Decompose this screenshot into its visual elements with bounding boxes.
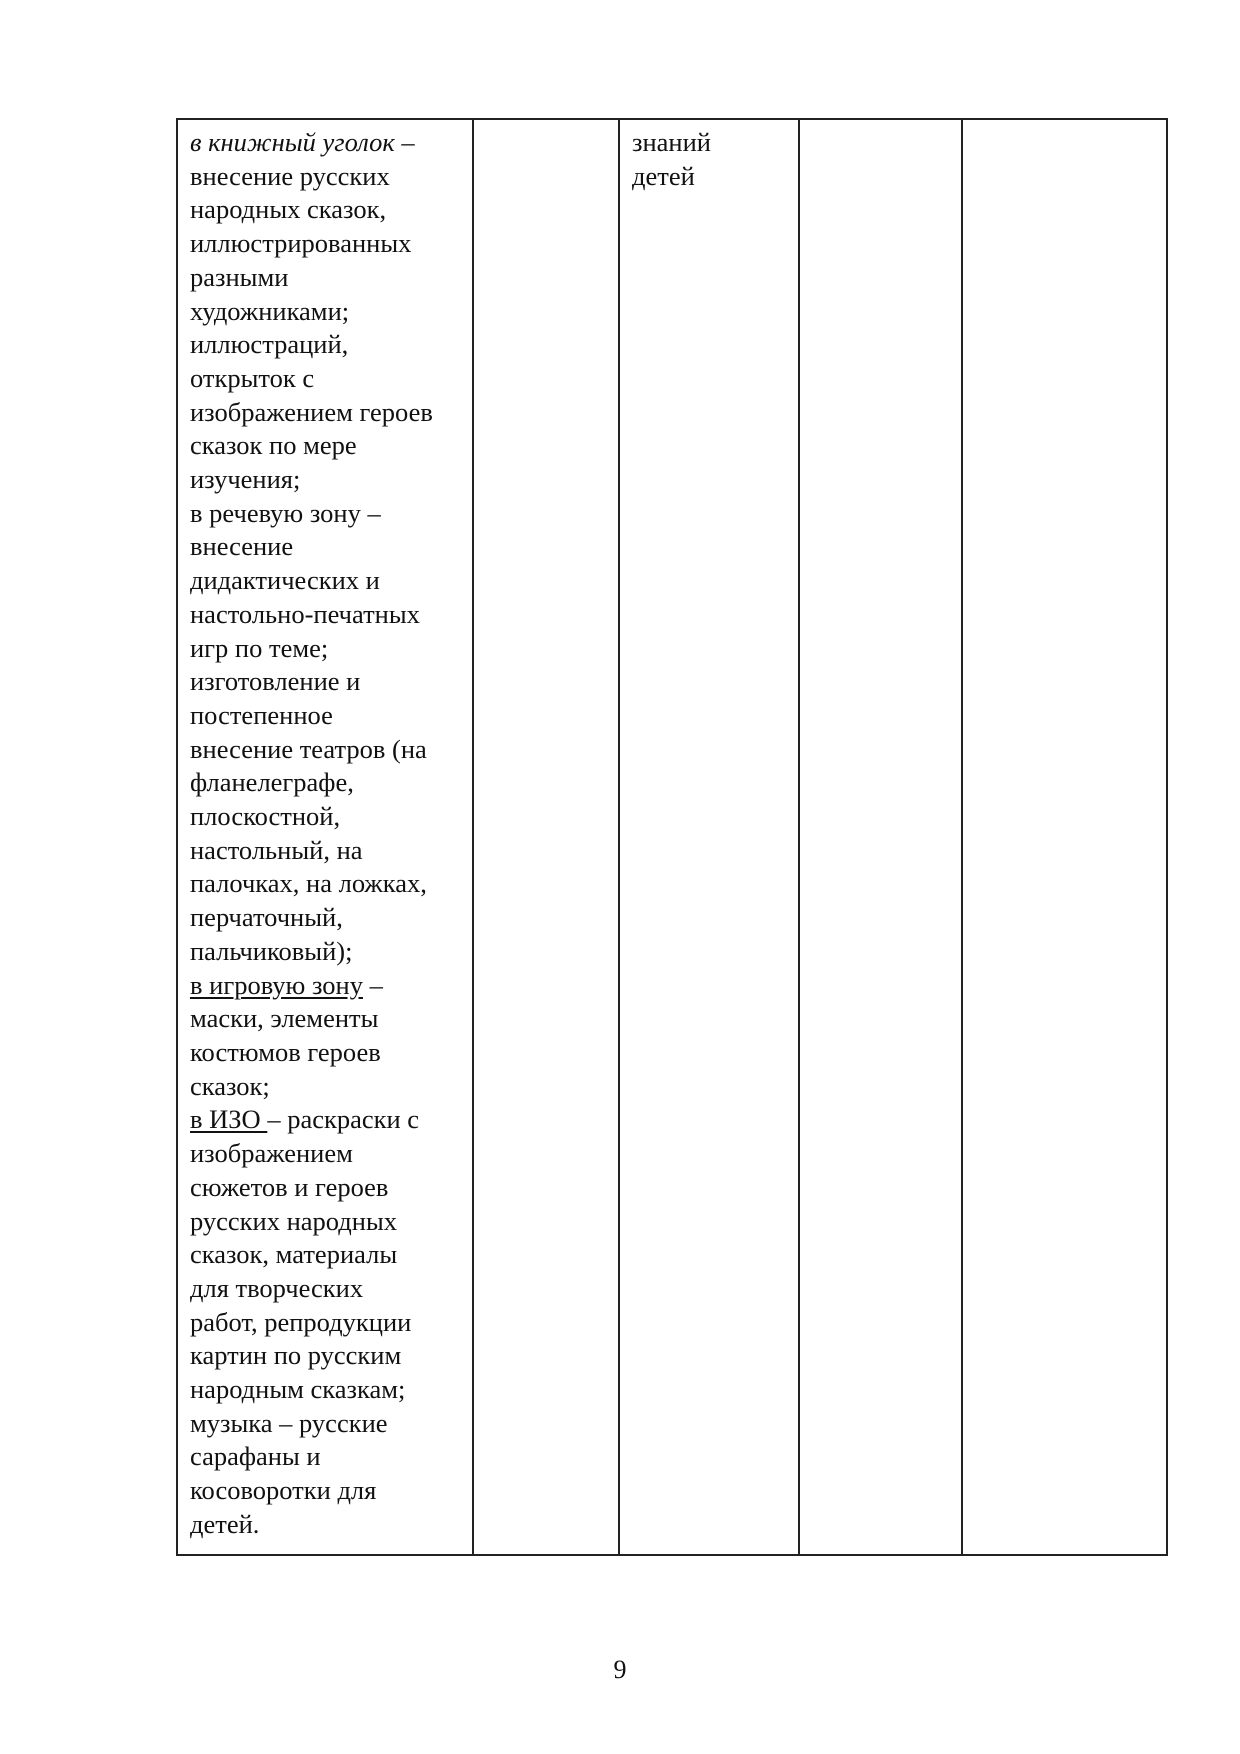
- text-fragment: – раскраски с: [267, 1104, 420, 1135]
- text-fragment: народных сказок,: [190, 194, 387, 225]
- text-fragment: внесение театров (на: [190, 733, 427, 764]
- text-line: [190, 1508, 462, 1542]
- text-fragment: в ИЗО: [190, 1104, 268, 1135]
- text-fragment: иллюстрированных: [190, 228, 412, 259]
- text-line: [190, 901, 462, 935]
- page-number: 9: [613, 1655, 627, 1684]
- text-fragment: внесение русских: [190, 160, 390, 191]
- text-fragment: для творческих: [190, 1272, 364, 1303]
- text-line: [190, 1272, 462, 1306]
- text-fragment: изготовление и: [190, 666, 361, 697]
- text-line: [190, 1103, 462, 1137]
- text-fragment: изображением: [190, 1138, 353, 1169]
- text-fragment: изображением героев: [190, 396, 433, 427]
- text-line: [190, 1440, 462, 1474]
- text-fragment: сказок, материалы: [190, 1239, 398, 1270]
- text-fragment: дидактических и: [190, 565, 380, 596]
- text-line: [190, 665, 462, 699]
- cell-empty-2: [473, 119, 619, 1555]
- text-line: [190, 126, 462, 160]
- text-line: [190, 834, 462, 868]
- cell-empty-5: [962, 119, 1167, 1555]
- text-line: [190, 1306, 462, 1340]
- text-fragment: фланелеграфе,: [190, 767, 354, 798]
- text-line: [190, 1238, 462, 1272]
- text-line: [190, 1002, 462, 1036]
- text-line: [190, 295, 462, 329]
- text-fragment: в книжный уголок: [190, 127, 395, 157]
- text-fragment: настольный, на: [190, 834, 363, 865]
- text-fragment: перчаточный,: [190, 902, 343, 933]
- text-line: [190, 193, 462, 227]
- text-line: [190, 632, 462, 666]
- text-fragment: в игровую зону: [190, 969, 363, 1000]
- text-line: [190, 396, 462, 430]
- text-fragment: сарафаны и: [190, 1441, 321, 1472]
- text-line: [190, 733, 462, 767]
- text-fragment: народным сказкам;: [190, 1374, 406, 1405]
- text-line: [190, 328, 462, 362]
- text-line: [190, 530, 462, 564]
- text-fragment: иллюстраций,: [190, 329, 349, 360]
- cell-activities: [177, 119, 473, 1555]
- text-fragment: маски, элементы: [190, 1003, 379, 1034]
- text-fragment: открыток с: [190, 362, 315, 393]
- text-fragment: постепенное: [190, 699, 333, 730]
- text-line: [190, 429, 462, 463]
- text-fragment: пальчиковый);: [190, 935, 353, 966]
- text-line: [190, 160, 462, 194]
- text-fragment: игр по теме;: [190, 632, 329, 663]
- text-fragment: разными: [190, 261, 289, 292]
- text-fragment: костюмов героев: [190, 1036, 381, 1067]
- text-fragment: изучения;: [190, 464, 301, 495]
- text-line: [190, 497, 462, 531]
- text-line: [190, 362, 462, 396]
- text-fragment: –: [394, 127, 415, 157]
- text-line: [190, 969, 462, 1003]
- text-line: [190, 699, 462, 733]
- cell-empty-4: [799, 119, 962, 1555]
- text-fragment: плоскостной,: [190, 801, 341, 832]
- text-line: детей: [632, 160, 695, 191]
- text-fragment: картин по русским: [190, 1340, 402, 1371]
- text-fragment: художниками;: [190, 295, 350, 326]
- text-fragment: сказок;: [190, 1070, 270, 1101]
- text-line: [190, 1036, 462, 1070]
- text-line: [190, 1407, 462, 1441]
- text-fragment: работ, репродукции: [190, 1306, 412, 1337]
- text-fragment: русских народных: [190, 1205, 398, 1236]
- text-fragment: сказок по мере: [190, 430, 357, 461]
- text-line: [190, 766, 462, 800]
- text-line: [190, 1373, 462, 1407]
- text-line: [190, 867, 462, 901]
- text-line: [190, 463, 462, 497]
- text-line: [190, 800, 462, 834]
- text-fragment: в речевую зону –: [190, 497, 381, 528]
- text-line: [190, 935, 462, 969]
- text-fragment: музыка – русские: [190, 1407, 388, 1438]
- text-line: [190, 1339, 462, 1373]
- cell-outcome: [619, 119, 799, 1555]
- text-line: [190, 1171, 462, 1205]
- text-line: знаний: [632, 127, 711, 157]
- text-line: [190, 598, 462, 632]
- text-fragment: палочках, на ложках,: [190, 868, 427, 899]
- text-fragment: косоворотки для: [190, 1475, 377, 1506]
- text-fragment: детей.: [190, 1508, 260, 1539]
- text-line: [190, 261, 462, 295]
- table-row: [177, 119, 1167, 1555]
- document-table: [176, 118, 1168, 1556]
- text-fragment: сюжетов и героев: [190, 1171, 389, 1202]
- text-line: [190, 564, 462, 598]
- text-line: [190, 1137, 462, 1171]
- text-line: [190, 1205, 462, 1239]
- text-fragment: –: [362, 969, 383, 1000]
- text-fragment: настольно-печатных: [190, 598, 420, 629]
- text-line: [190, 1474, 462, 1508]
- text-line: [190, 1070, 462, 1104]
- text-fragment: внесение: [190, 531, 294, 562]
- text-line: [190, 227, 462, 261]
